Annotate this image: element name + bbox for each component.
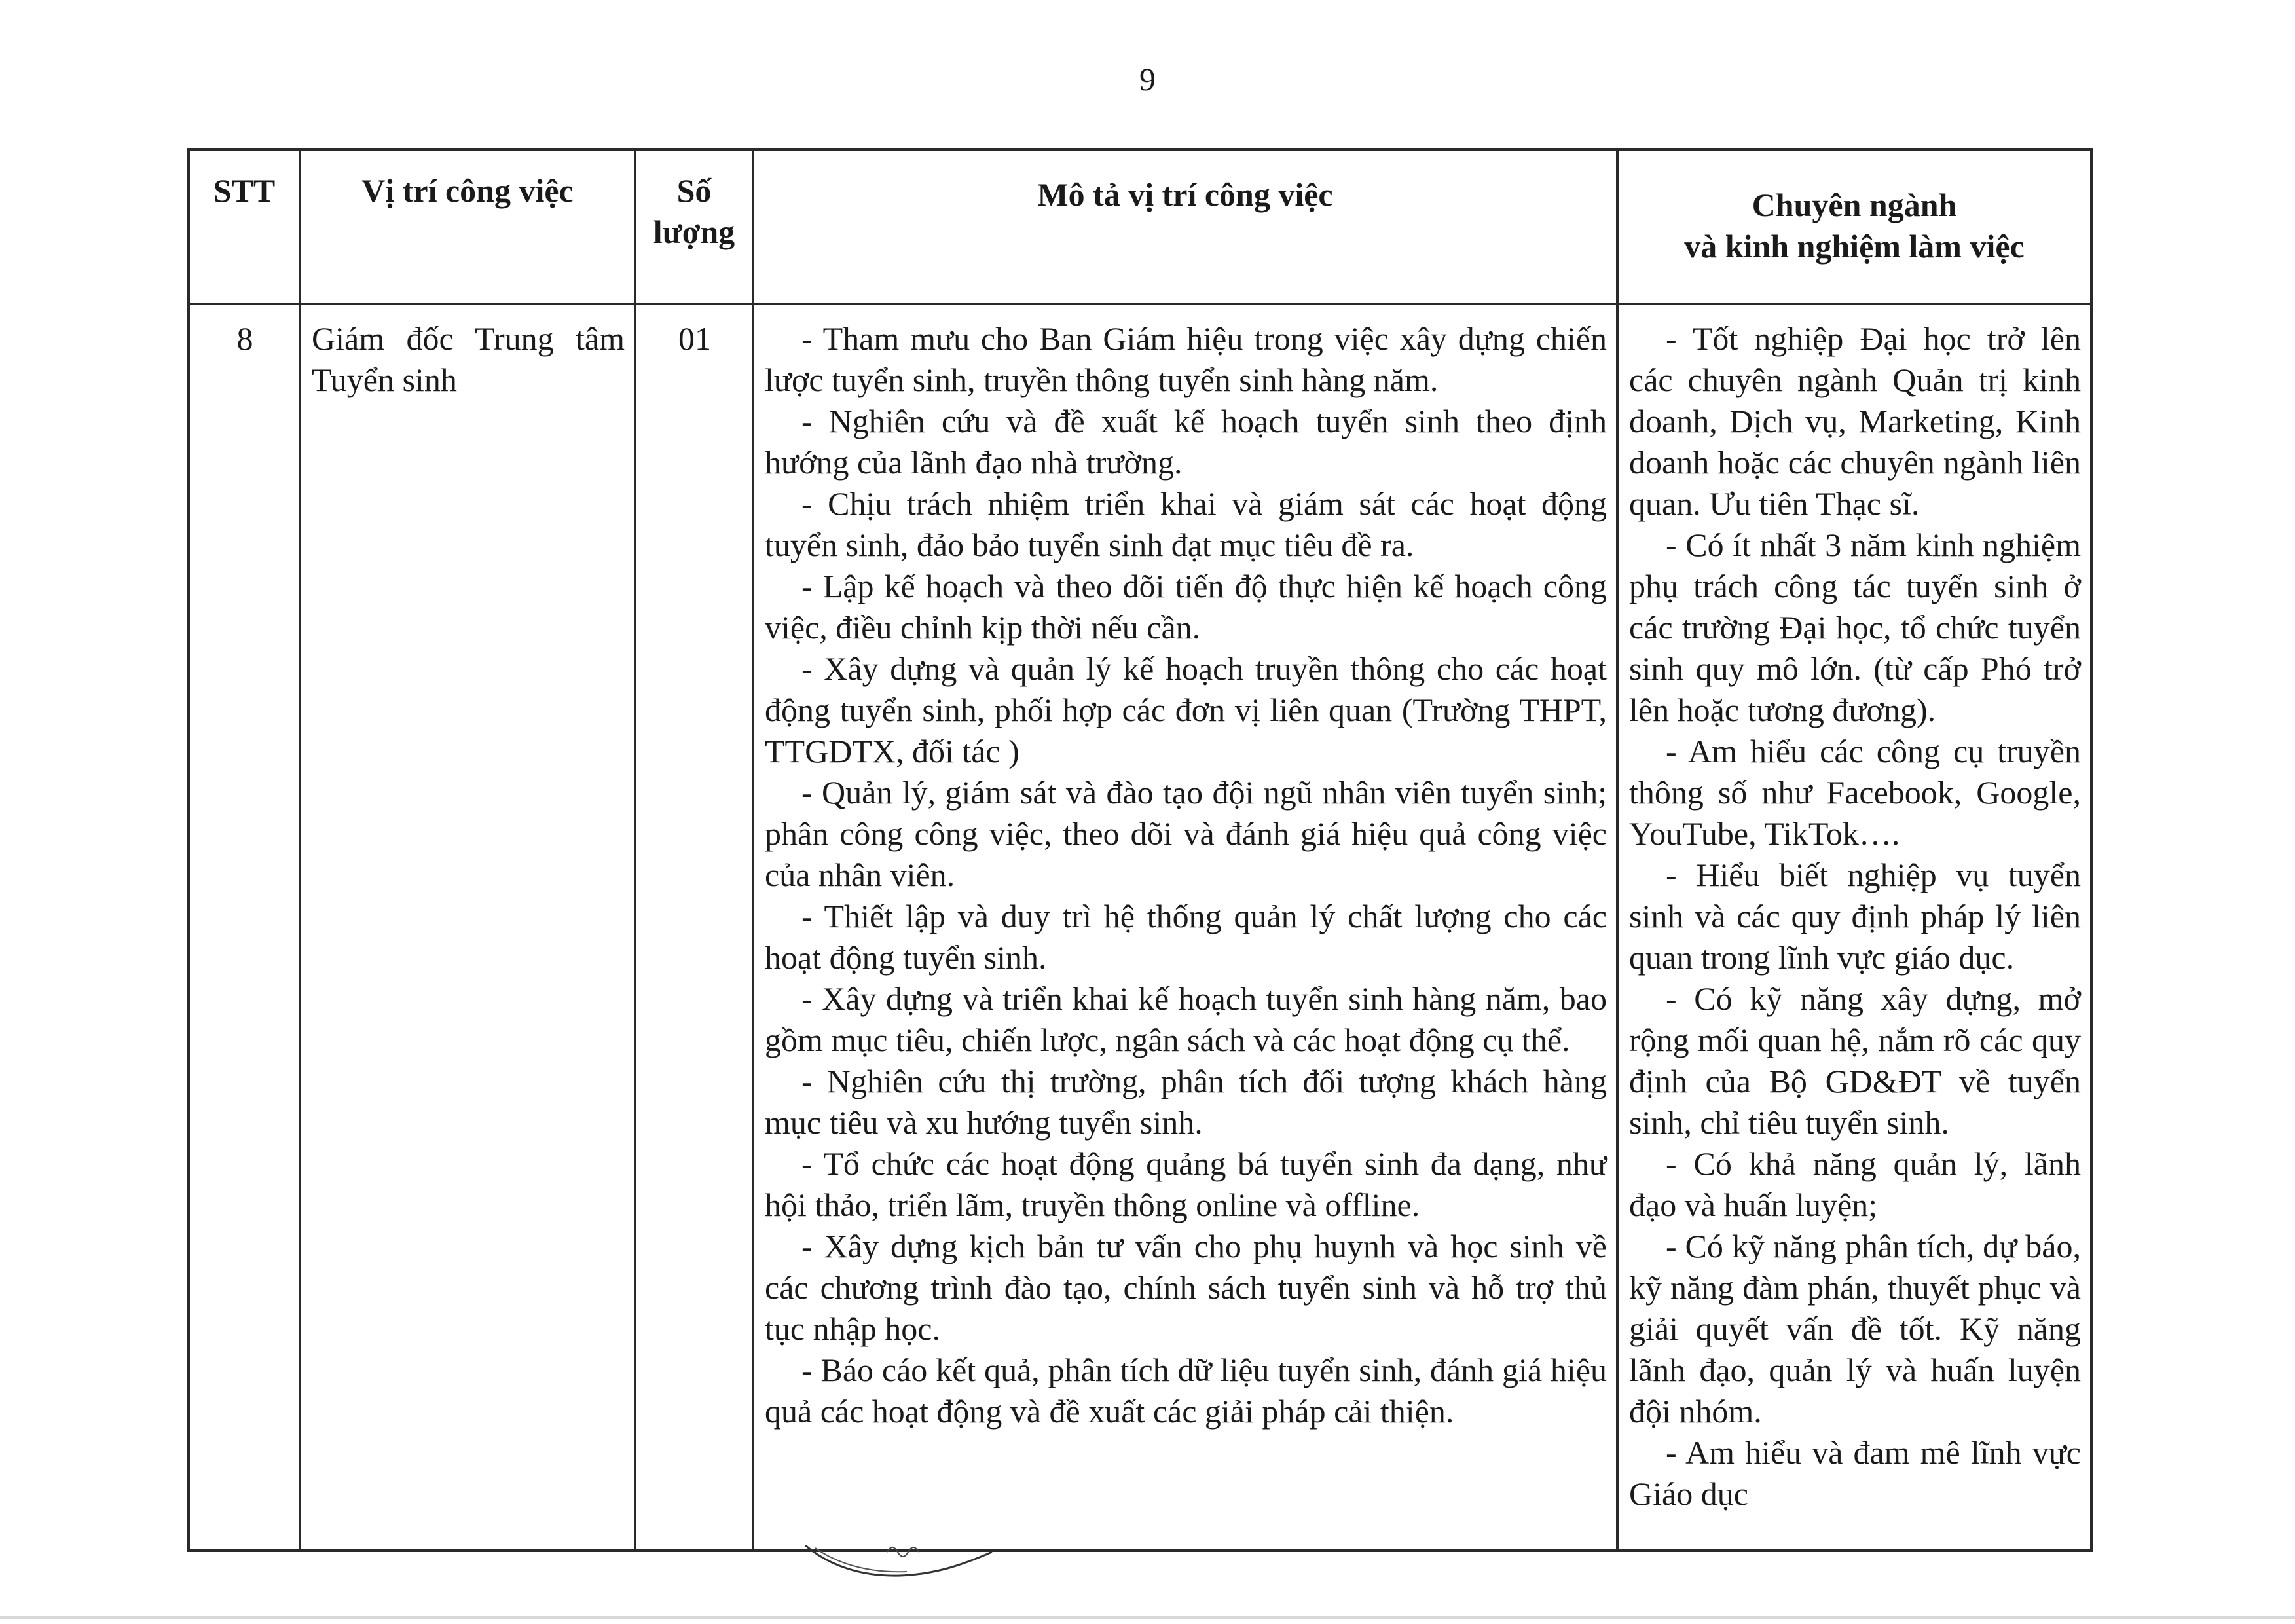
- header-stt: STT: [189, 149, 300, 304]
- header-description: Mô tả vị trí công việc: [753, 149, 1617, 304]
- header-quantity-line1: Số: [676, 172, 712, 209]
- page-number: 9: [1139, 61, 1156, 98]
- table-row: [189, 304, 2091, 1551]
- header-major: [1617, 149, 2091, 304]
- cell-stt: 8: [189, 304, 300, 1551]
- cell-major-experience: [1617, 304, 2091, 1551]
- description-item: - Xây dựng và triển khai kế hoạch tuyển sinh hàng năm, bao gồm mục tiêu, chiến lược, ngân sách và các hoạt động cụ thể.: [765, 980, 1607, 1058]
- description-item: - Xây dựng và quản lý kế hoạch truyền thông cho các hoạt động tuyển sinh, phối hợp các đơn vị liên quan (Trường THPT, TTGDTX, đối tác ): [765, 650, 1607, 769]
- scan-edge-line: [0, 1616, 2295, 1619]
- table-header-row: [189, 149, 2091, 304]
- description-item: - Tham mưu cho Ban Giám hiệu trong việc xây dựng chiến lược tuyển sinh, truyền thông tuyển sinh hàng năm.: [765, 320, 1607, 398]
- major-item: - Có khả năng quản lý, lãnh đạo và huấn luyện;: [1629, 1145, 2081, 1223]
- description-item: - Thiết lập và duy trì hệ thống quản lý chất lượng cho các hoạt động tuyển sinh.: [765, 898, 1607, 976]
- header-major-line2: và kinh nghiệm làm việc: [1684, 228, 2025, 265]
- major-item: - Có kỹ năng phân tích, dự báo, kỹ năng đàm phán, thuyết phục và giải quyết vấn đề tốt. Kỹ năng lãnh đạo, quản lý và huấn luyện đội nhóm.: [1629, 1228, 2081, 1430]
- major-item: - Am hiểu và đam mê lĩnh vực Giáo dục: [1629, 1434, 2081, 1512]
- job-table: [187, 148, 2093, 1552]
- cell-description: [753, 304, 1617, 1551]
- major-item: - Am hiểu các công cụ truyền thông số như Facebook, Google, YouTube, TikTok….: [1629, 733, 2081, 852]
- major-item: - Có kỹ năng xây dựng, mở rộng mối quan hệ, nắm rõ các quy định của Bộ GD&ĐT về tuyển sinh, chỉ tiêu tuyển sinh.: [1629, 980, 2081, 1141]
- cell-position: Giám đốc Trung tâm Tuyển sinh: [300, 304, 635, 1551]
- description-item: - Tổ chức các hoạt động quảng bá tuyển sinh đa dạng, như hội thảo, triển lãm, truyền thông online và offline.: [765, 1145, 1607, 1223]
- cell-quantity: 01: [635, 304, 753, 1551]
- major-item: - Hiểu biết nghiệp vụ tuyển sinh và các quy định pháp lý liên quan trong lĩnh vực giáo dục.: [1629, 857, 2081, 976]
- description-item: - Xây dựng kịch bản tư vấn cho phụ huynh và học sinh về các chương trình đào tạo, chính sách tuyển sinh và hỗ trợ thủ tục nhập học.: [765, 1228, 1607, 1347]
- major-item: - Có ít nhất 3 năm kinh nghiệm phụ trách công tác tuyển sinh ở các trường Đại học, tổ chức tuyển sinh quy mô lớn. (từ cấp Phó trở lên hoặc tương đương).: [1629, 526, 2081, 728]
- description-item: - Chịu trách nhiệm triển khai và giám sát các hoạt động tuyển sinh, đảo bảo tuyển sinh đạt mục tiêu đề ra.: [765, 485, 1607, 563]
- header-quantity: [635, 149, 753, 304]
- description-item: - Quản lý, giám sát và đào tạo đội ngũ nhân viên tuyển sinh; phân công công việc, theo dõi và đánh giá hiệu quả công việc của nhân viên.: [765, 774, 1607, 893]
- header-major-line1: Chuyên ngành: [1752, 187, 1957, 223]
- major-item: - Tốt nghiệp Đại học trở lên các chuyên ngành Quản trị kinh doanh, Dịch vụ, Marketing, Kinh doanh hoặc các chuyên ngành liên quan. Ưu tiên Thạc sĩ.: [1629, 320, 2081, 522]
- handwritten-scribble-icon: [802, 1526, 999, 1585]
- description-item: - Báo cáo kết quả, phân tích dữ liệu tuyển sinh, đánh giá hiệu quả các hoạt động và đề xuất các giải pháp cải thiện.: [765, 1352, 1607, 1430]
- description-item: - Nghiên cứu và đề xuất kế hoạch tuyển sinh theo định hướng của lãnh đạo nhà trường.: [765, 403, 1607, 481]
- description-item: - Nghiên cứu thị trường, phân tích đối tượng khách hàng mục tiêu và xu hướng tuyển sinh.: [765, 1063, 1607, 1141]
- description-item: - Lập kế hoạch và theo dõi tiến độ thực hiện kế hoạch công việc, điều chỉnh kịp thời nếu cần.: [765, 568, 1607, 646]
- header-quantity-line2: lượng: [653, 213, 735, 250]
- header-position: Vị trí công việc: [300, 149, 635, 304]
